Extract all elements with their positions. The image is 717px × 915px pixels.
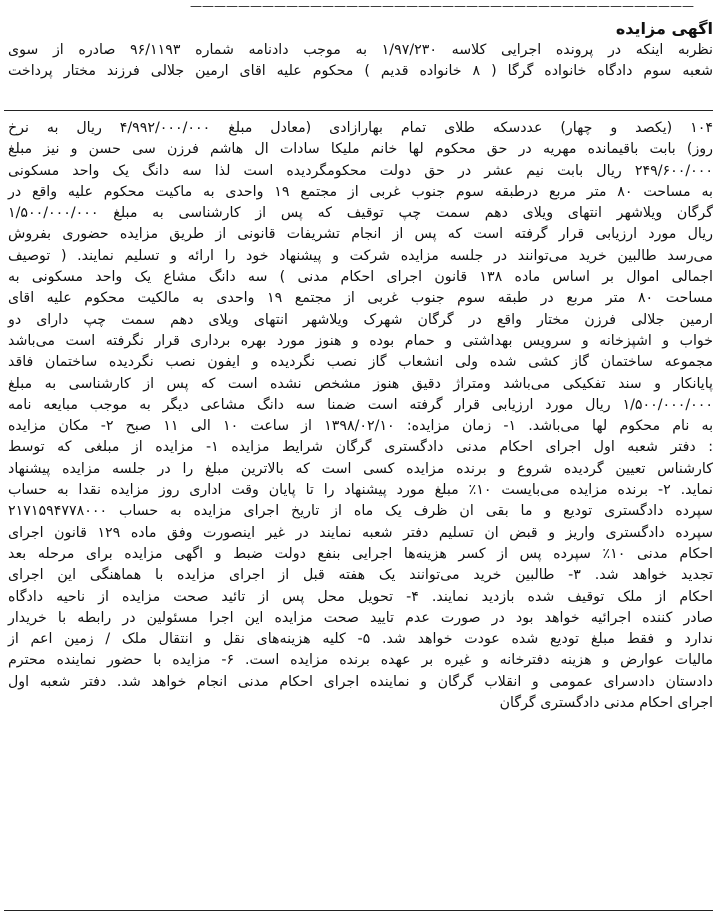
body-line: به مساحت ۸۰ متر مربع درطبقه سوم جنوب غربی از مجتمع ۱۹ واحدی به ماکیت محکوم علیه واقع در <box>8 183 713 200</box>
header-divider <box>4 110 713 111</box>
body-line: روز) بابت باقیمانده مهریه در حق محکوم لها خانم ملیکا سادات ال هاشم فرزن سی حسن و نیز مبلغ <box>8 141 713 158</box>
body-line: ۲۴۹/۶۰۰/۰۰۰ ریال بابت نیم عشر در حق دولت محکومگردیده است لذا سه دانگ یک واحد مسکونی <box>8 162 713 179</box>
notice-header <box>8 18 713 83</box>
notice-body <box>8 118 713 714</box>
footer-divider <box>4 910 713 911</box>
body-line: صادر کننده اجرائیه خواهد بود در صورت عدم تایید صحت مزایده این اجرا مسئولین در رابطه با خریدار <box>8 609 713 626</box>
top-dashed-rule: —————————————————————————————————————————— <box>190 2 694 10</box>
body-line: خواب و اشپزخانه و سرویس بهداشتی و حمام بوده و هنوز مورد بهره برداری قرار نگرفته است می‌باشد <box>8 332 713 349</box>
body-line: احکام از ملک توقیف شده بازدید نمایند. ۴- تحویل محل پس از تائید صحت مزایده از ناحیه دادگاه <box>8 588 713 605</box>
body-line: سپرده دادگستری واریز و قبض ان تسلیم دفتر شعبه نمایند در غیر اینصورت وفق ماده ۱۲۹ قانون اجرای <box>8 524 713 541</box>
body-line: پایانکار و سند تفکیکی می‌باشد ومتراژ دقیق هنوز مشخص نشده است که پس از کارشناسی به مبلغ <box>8 375 713 392</box>
body-line: سپرده دادگستری تودیع و ما بقی ان ظرف یک ماه از تاریخ اجرای مزایده به حساب ۲۱۷۱۵۹۴۷۷۸۰۰۰ <box>8 503 713 520</box>
header-line: شعبه سوم دادگاه خانواده گرگا ( ۸ خانواده قدیم ) محکوم علیه اقای ارمین جلالی فرزند مختار پرداخت <box>8 63 713 80</box>
body-line: مساحت ۸۰ متر مربع در طبقه سوم جنوب غربی از مجتمع ۱۹ واحدی به مالکیت محکوم علیه اقای <box>8 290 713 307</box>
body-line: ریال مورد ارزیابی قرار گرفته است که پس از انجام تشریفات قانونی از طریق مزایده حضوری بفروش <box>8 226 713 243</box>
notice-title: اگهی مزایده <box>615 19 713 38</box>
body-line: ۱/۵۰۰/۰۰۰/۰۰۰ ریال مورد ارزیابی قرار گرفته است ضمنا سه دانگ مشاعی دیگر به موجب مبایعه نامه <box>8 396 713 413</box>
body-line: ارمین جلالی فرزن مختار واقع در گرگان شهرک ویلاشهر انتهای ویلای دهم سمت چپ دارای دو <box>8 311 713 328</box>
body-line: کارشناس تعیین گردیده شروع و برنده مزایده کسی است که بالاترین مبلغ را در جلسه مزایده پیشنهاد <box>8 460 713 477</box>
body-line: ۱۰۴ (یکصد و چهار) عددسکه طلای تمام بهارازادی (معادل مبلغ ۴/۹۹۲/۰۰۰/۰۰۰ ریال به نرخ <box>8 120 714 136</box>
body-line: گرگان ویلاشهر انتهای ویلای دهم سمت چپ توقیف که پس از کارشناسی به مبلغ ۱/۵۰۰/۰۰۰/۰۰۰ <box>8 205 713 222</box>
body-line: دادستان دادسرای عمومی و انقلاب گرگان و نماینده اجرای احکام مدنی انجام خواهد شد. دفتر شعبه اول <box>8 673 713 690</box>
body-line: می‌رسد طالبین خرید می‌توانند در جلسه مزایده شرکت و پیشنهاد خود را ارائه و تسلیم نمایند. ( توصیف <box>8 247 713 264</box>
body-line: نماید. ۲- برنده مزایده می‌بایست ۱۰٪ مبلغ مورد پیشنهاد را تا پایان وقت اداری روز مزایده نقدا به حساب <box>8 482 714 499</box>
body-line: مجموعه ساختمان گاز کشی شده ولی انشعاب گاز نصب نگردیده و ایفون نصب نگردیده ساختمان فاقد <box>8 354 713 371</box>
body-line: اجمالی اموال بر اساس ماده ۱۳۸ قانون اجرای احکام مدنی ) سه دانگ مشاع یک واحد مسکونی به <box>8 269 713 286</box>
header-line: نظربه اینکه در پرونده اجرایی کلاسه ۱/۹۷/۲۳۰ به موجب دادنامه شماره ۹۶/۱۱۹۳ صادره از سوی <box>8 42 713 58</box>
body-line: : دفتر شعبه اول اجرای احکام مدنی دادگستری گرگان شرایط مزایده ۱- مزایده از مبلغی که توسط <box>8 439 713 456</box>
body-line: احکام مدنی ۱۰٪ سپرده پس از کسر هزینه‌ها اجرایی بنفع دولت ضبط و اگهی مزایده برای مرحله بعد <box>8 545 713 562</box>
body-line: اجرای احکام مدنی دادگستری گرگان <box>499 695 713 712</box>
body-line: تجدید خواهد شد. ۳- طالبین خرید می‌توانند یک هفته قبل از اجرای مزایده با هماهنگی این اجرای <box>8 567 713 584</box>
body-line: مالیات عوارض و هزینه دفترخانه و غیره بر عهده برنده مزایده است. ۶- مزایده با حضور نماینده محترم <box>8 652 713 669</box>
body-line: به نام محکوم لها می‌باشد. ۱- زمان مزایده: ۱۳۹۸/۰۲/۱۰ از ساعت ۱۰ الی ۱۱ صبح ۲- مکان مزایده <box>8 418 714 435</box>
body-line: ندارد و فقط مبلغ توديع شده عودت خواهد شد. ۵- کلیه هزینه‌های نقل و انتقال ملک / زمین اعم از <box>8 631 713 648</box>
